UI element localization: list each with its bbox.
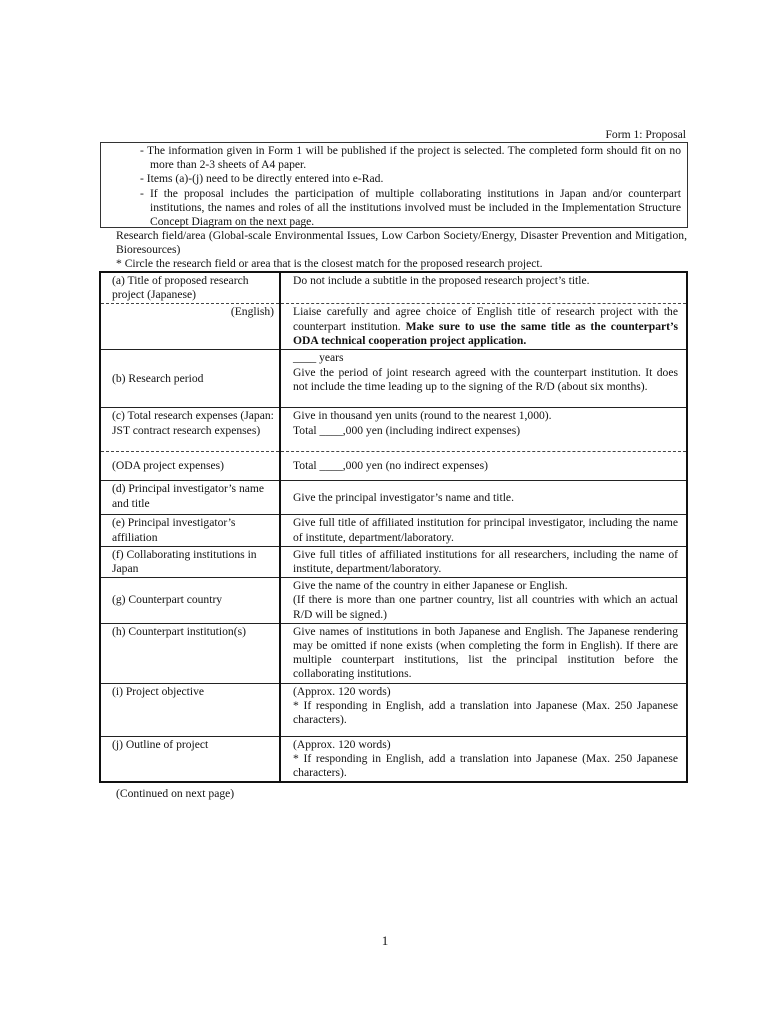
description-text: (Approx. 120 words)	[293, 737, 391, 751]
row-description	[280, 408, 687, 452]
notice-item: - The information given in Form 1 will be published if the project is selected. The completed form should fit on no more than 2-3 sheets of A4 paper.	[140, 144, 681, 172]
table-row	[100, 452, 687, 481]
table-row	[100, 546, 687, 577]
description-text: Give the name of the country in either Japanese or English.	[293, 579, 568, 593]
row-description	[280, 736, 687, 782]
table-row	[100, 623, 687, 683]
row-label: (h) Counterpart institution(s)	[100, 623, 280, 683]
table-row	[100, 578, 687, 624]
row-label: (g) Counterpart country	[100, 578, 280, 624]
page-number: 1	[381, 933, 389, 948]
row-label: (f) Collaborating institutions in Japan	[100, 546, 280, 577]
notice-item: - If the proposal includes the participation of multiple collaborating institutions in Japan and/or counterpart institutions, the names and roles of all the institutions involved must be included in the Implementation Structure Concept Diagram on the next page.	[140, 186, 681, 229]
description-text: Liaise carefully and agree choice of English title of research project with the counterpart institution.	[293, 305, 678, 333]
row-description: Total ____,000 yen (no indirect expenses)	[280, 452, 687, 481]
table-row	[100, 683, 687, 736]
form-label: Form 1: Proposal	[605, 128, 686, 141]
description-text: * If responding in English, add a translation into Japanese (Max. 250 Japanese characters).	[293, 699, 678, 727]
row-description: Give names of institutions in both Japanese and English. The Japanese rendering may be omitted if none exists (when completing the form in English). If there are multiple counterpart institutions, list the principal institution before the collaborating institutions.	[280, 623, 687, 683]
row-description: Give full titles of affiliated institutions for all researchers, including the name of institute, department/laboratory.	[280, 546, 687, 577]
row-label: (c) Total research expenses (Japan: JST contract research expenses)	[100, 408, 280, 452]
circle-note: * Circle the research field or area that is the closest match for the proposed research project.	[116, 257, 543, 270]
row-label: (d) Principal investigator’s name and title	[100, 481, 280, 515]
row-label: (i) Project objective	[100, 683, 280, 736]
description-text: Give in thousand yen units (round to the nearest 1,000).	[293, 409, 552, 423]
description-text: Give the period of joint research agreed with the counterpart institution. It does not include the time leading up to the signing of the R/D (about six months).	[293, 365, 678, 393]
notice-box	[100, 142, 688, 228]
row-description	[280, 578, 687, 624]
description-text: Total ____,000 yen (including indirect expenses)	[293, 423, 521, 437]
table-row	[100, 515, 687, 546]
description-text: * If responding in English, add a translation into Japanese (Max. 250 Japanese characters).	[293, 752, 678, 780]
description-bold-text: Make sure to use the same title as the counterpart’s ODA technical cooperation project application.	[293, 319, 678, 347]
row-description: Give full title of affiliated institution for principal investigator, including the name of institute, department/laboratory.	[280, 515, 687, 546]
table-row	[100, 408, 687, 452]
table-row	[100, 304, 687, 350]
research-field-text: Research field/area (Global-scale Environmental Issues, Low Carbon Society/Energy, Disaster Prevention and Mitigation, Bioresources)	[116, 229, 687, 257]
row-label: (a) Title of proposed research project (Japanese)	[100, 272, 280, 304]
continued-note: (Continued on next page)	[116, 787, 235, 800]
table-row	[100, 272, 687, 304]
proposal-table	[99, 271, 688, 783]
row-description	[280, 304, 687, 350]
row-description: Do not include a subtitle in the proposed research project’s title.	[280, 272, 687, 304]
row-label: (j) Outline of project	[100, 736, 280, 782]
description-text: (If there is more than one partner country, list all countries with which an actual R/D will be signed.)	[293, 593, 678, 621]
row-description	[280, 350, 687, 408]
row-label: (b) Research period	[100, 350, 280, 408]
row-description: Give the principal investigator’s name and title.	[280, 481, 687, 515]
notice-item: - Items (a)-(j) need to be directly entered into e-Rad.	[140, 172, 384, 186]
row-label: (ODA project expenses)	[100, 452, 280, 481]
table-row	[100, 350, 687, 408]
description-text: (Approx. 120 words)	[293, 684, 391, 698]
row-label: (English)	[100, 304, 280, 350]
table-row	[100, 736, 687, 782]
row-description	[280, 683, 687, 736]
table-row	[100, 481, 687, 515]
row-label: (e) Principal investigator’s affiliation	[100, 515, 280, 546]
years-field: ____ years	[293, 351, 344, 365]
